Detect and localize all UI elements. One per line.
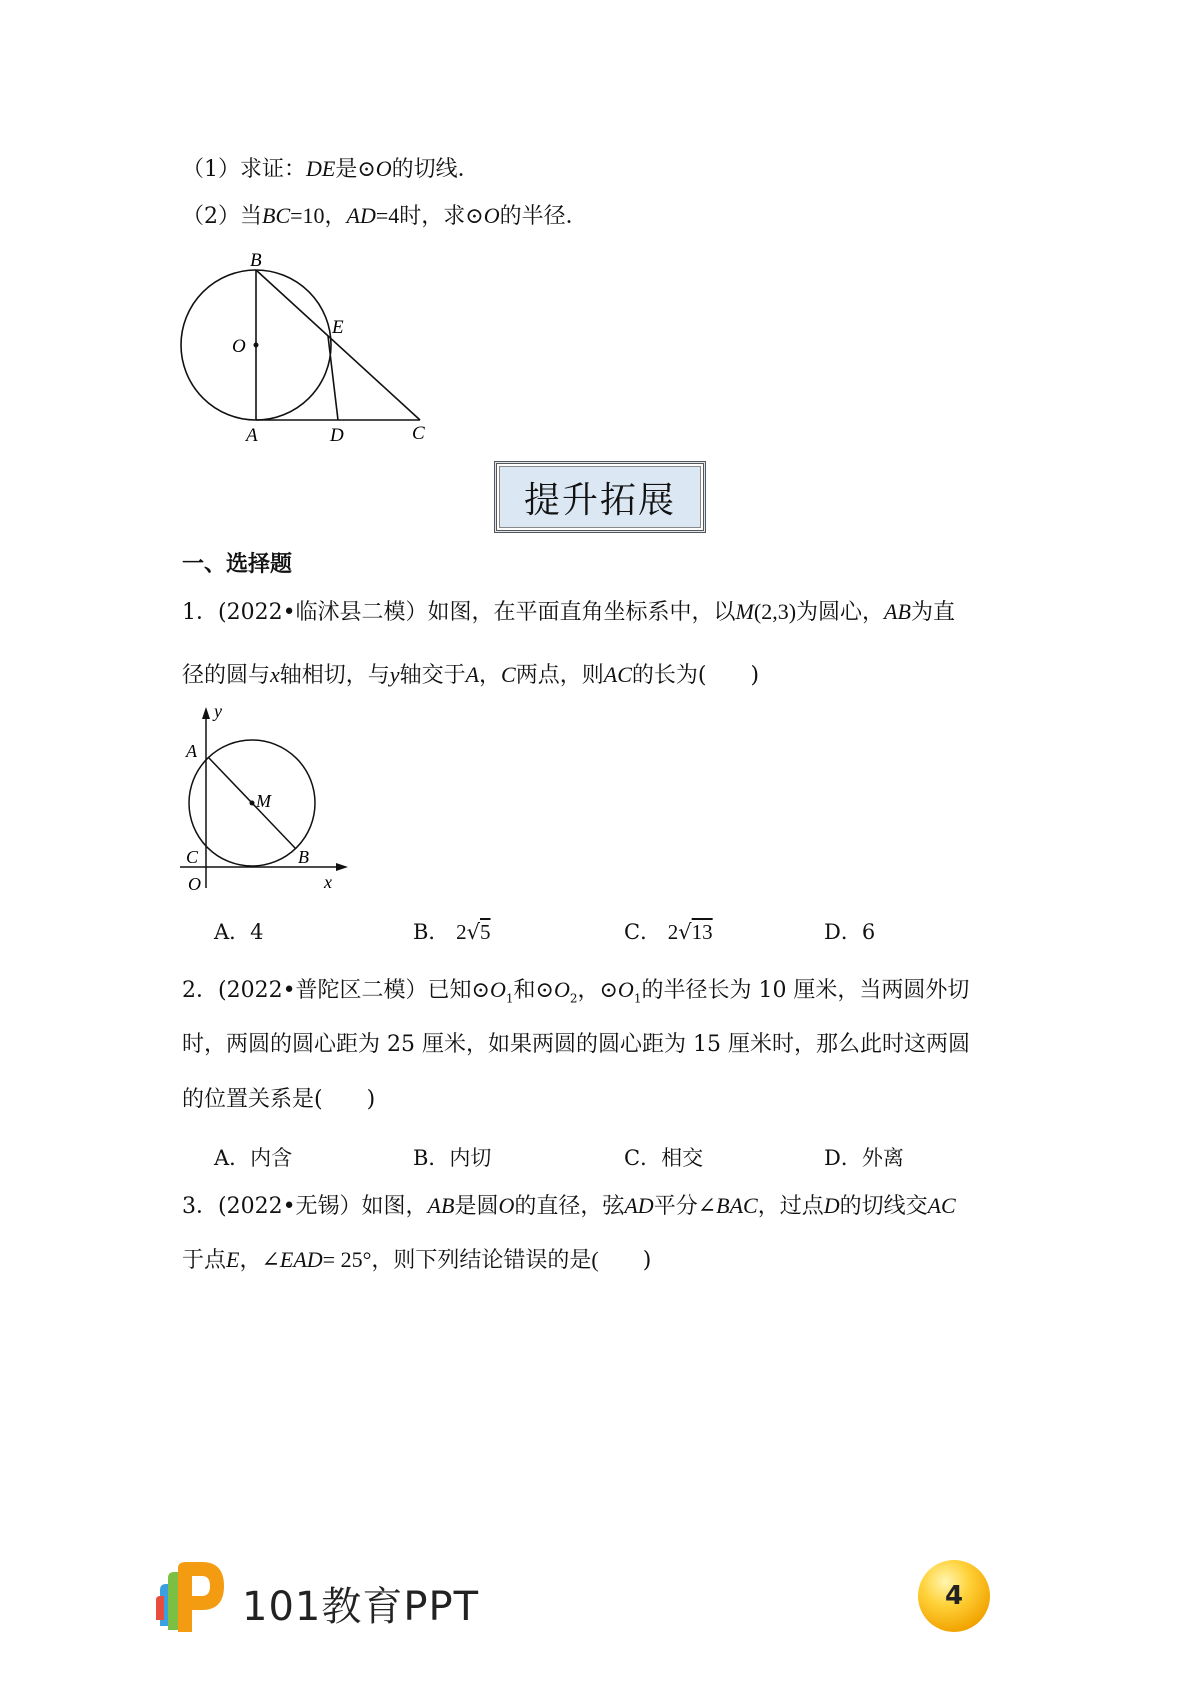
brand-logo-icon (152, 1556, 230, 1634)
x-axis-arrow (336, 863, 348, 871)
q3-line1: 3．(2022•无锡）如图，AB是圆O的直径，弦AD平分∠BAC，过点D的切线交AC (182, 1193, 956, 1219)
q2-line3: 的位置关系是( ) (182, 1087, 376, 1112)
q2-option-a[interactable]: A．内含 (214, 1146, 293, 1170)
q1-line2: 径的圆与x轴相切，与y轴交于A，C两点，则AC的长为( ) (182, 662, 760, 688)
page-number-badge: 4 (918, 1560, 990, 1632)
sqrt-icon: √ (466, 920, 481, 944)
label-a: A (246, 425, 258, 445)
segment-de (328, 336, 338, 420)
label-o: O (188, 874, 201, 894)
q2-option-d[interactable]: D．外离 (824, 1146, 904, 1170)
label-o: O (232, 336, 246, 357)
q2-line2: 时，两圆的圆心距为 25 厘米，如果两圆的圆心距为 15 厘米时，那么此时这两圆 (182, 1032, 970, 1057)
part1-line: （1）求证：DE是⊙O的切线． (182, 156, 480, 182)
section-banner: 提升拓展 (494, 461, 706, 533)
label-y: y (214, 705, 222, 721)
part2-line: （2）当BC=10，AD=4时，求⊙O的半径． (182, 203, 588, 229)
label-c: C (186, 847, 199, 867)
geometry-figure-coordinate-circle (172, 705, 352, 895)
q3-line2: 于点E，∠EAD= 25°，则下列结论错误的是( ) (182, 1247, 652, 1273)
q2-option-b[interactable]: B．内切 (413, 1146, 492, 1170)
geometry-figure-circle-tangent (170, 245, 440, 445)
sqrt-icon: √ (678, 920, 692, 944)
label-b: B (250, 250, 262, 271)
label-a: A (186, 741, 197, 761)
label-b: B (298, 847, 309, 867)
label-e: E (332, 317, 344, 338)
q2-option-c[interactable]: C．相交 (624, 1146, 704, 1170)
label-x: x (324, 872, 332, 892)
section-title: 一、选择题 (182, 552, 293, 577)
q1-option-a[interactable]: A．4 (214, 920, 264, 944)
label-d: D (330, 425, 344, 445)
label-m: M (256, 791, 271, 811)
center-point (254, 343, 259, 348)
brand-name: 101教育PPT (242, 1584, 480, 1630)
q1-option-b[interactable]: B． 2√5 (413, 920, 491, 944)
q2-line1: 2．(2022•普陀区二模）已知$⊙O_1$和$⊙O_2$，$⊙O_1$的半径长为 10 厘米，当两圆外切 (182, 977, 970, 1006)
q1-line1: 1．(2022•临沭县二模）如图，在平面直角坐标系中，以M(2,3)为圆心，AB为直 (182, 599, 955, 625)
segment-bc (256, 270, 420, 420)
label-c: C (412, 423, 425, 444)
q1-option-d[interactable]: D．6 (824, 920, 876, 944)
y-axis-arrow (202, 707, 210, 719)
center-m (250, 801, 255, 806)
q1-option-c[interactable]: C． 2√13 (624, 920, 713, 944)
